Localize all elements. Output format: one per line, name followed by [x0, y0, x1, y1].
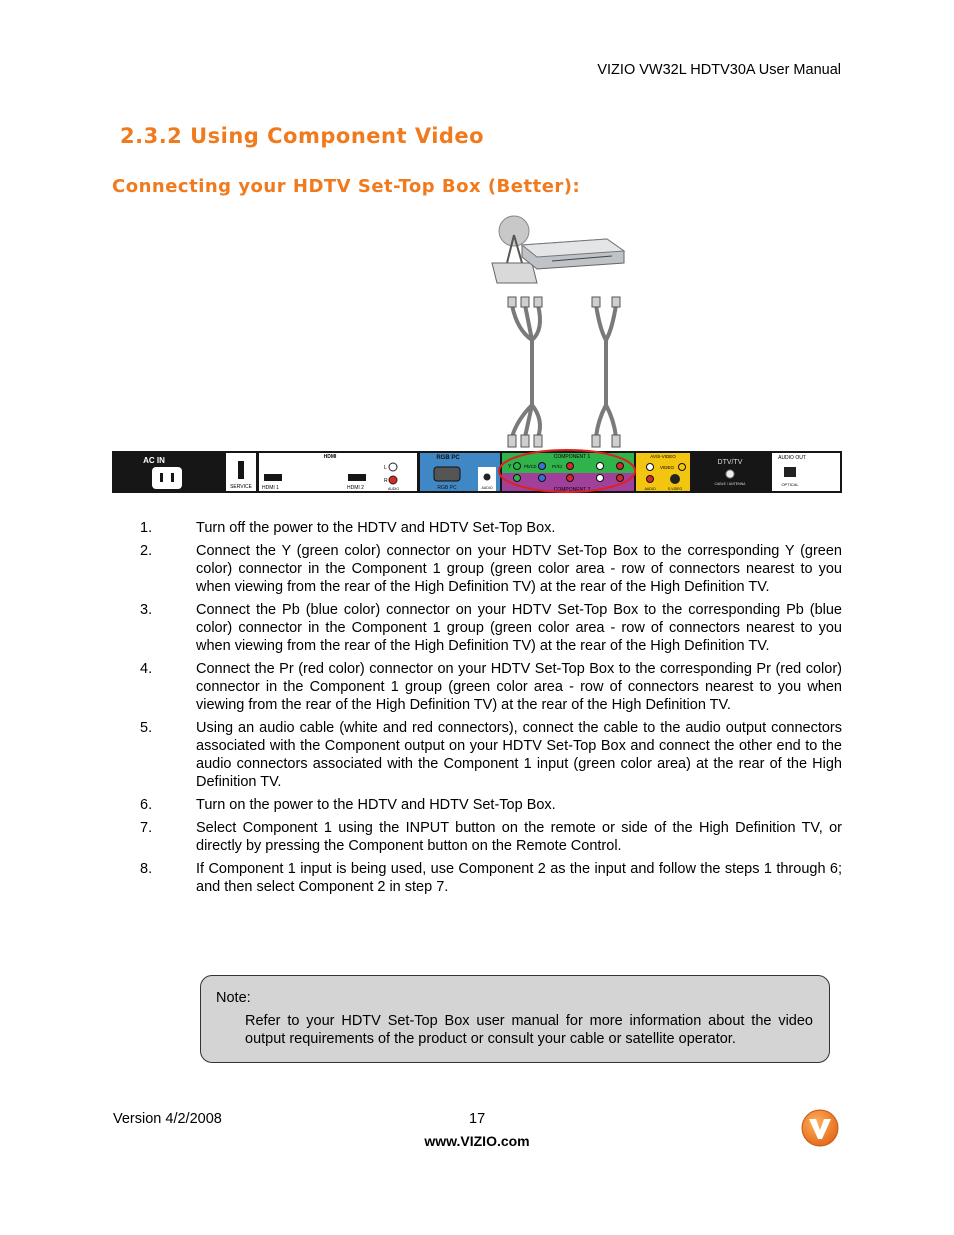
y-label: Y [508, 464, 512, 470]
step-number: 7. [140, 820, 153, 836]
hdmi2-port [348, 474, 366, 481]
step-number: 2. [140, 543, 153, 559]
step-item [140, 660, 842, 714]
footer-version: Version 4/2/2008 [113, 1111, 222, 1127]
set-top-box-illustration [492, 216, 624, 283]
step-item [140, 719, 842, 791]
hdmi-l-label: L [384, 465, 387, 471]
step-text: Connect the Pb (blue color) connector on your HDTV Set-Top Box to the corresponding Pb (blue color) connector in the Component 1 group (green color area - row of connectors nearest to you when viewing from the rear of the High Definition TV) at the rear of the High Definition TV. [196, 602, 842, 654]
rear-panel [112, 450, 842, 493]
step-number: 8. [140, 861, 153, 877]
svideo-label: S-VIDEO [667, 487, 683, 491]
step-text: Connect the Pr (red color) connector on your HDTV Set-Top Box to the corresponding Pr (red color) connector in the Component 1 group (green color area - row of connectors nearest to you when viewing from the rear of the High Definition TV) at the rear of the High Definition TV. [196, 661, 842, 713]
av-audio-label: AUDIO [644, 487, 656, 491]
hdmi-group-label: HDMI [323, 454, 337, 460]
step-number: 3. [140, 602, 153, 618]
audio-cable [596, 305, 616, 437]
vga-port [434, 467, 460, 481]
step-item [140, 860, 842, 896]
component2-label: COMPONENT 2 [553, 487, 591, 493]
rgb-audio-label: AUDIO [481, 486, 493, 490]
step-number: 6. [140, 797, 153, 813]
cable-antenna-label: CABLE / ANTENNA [714, 482, 746, 486]
step-number: 5. [140, 720, 153, 736]
av-svideo-label: AV/S-VIDEO [650, 454, 676, 459]
note-label: Note: [216, 990, 251, 1006]
page-number: 17 [469, 1111, 486, 1127]
hdmi1-label: HDMI 1 [262, 485, 279, 491]
optical-port [784, 467, 796, 477]
step-number: 4. [140, 661, 153, 677]
step-item [140, 601, 842, 655]
step-text: Connect the Y (green color) connector on your HDTV Set-Top Box to the corresponding Y (green color) connector in the Component 1 group (green color area - row of connectors nearest to you when viewing from the rear of the High Definition TV) at the rear of the High Definition TV. [196, 543, 842, 595]
hdmi2-label: HDMI 2 [347, 485, 364, 491]
optical-label: OPTICAL [781, 482, 799, 487]
hdmi-r-label: R [384, 478, 388, 484]
step-text: If Component 1 input is being used, use Component 2 as the input and follow the steps 1 through 6; and then select Component 2 in step 7. [196, 861, 842, 895]
step-item [140, 542, 842, 596]
dtv-label: DTV/TV [717, 459, 743, 466]
step-item [140, 796, 842, 814]
audio-out-label: AUDIO OUT [778, 455, 806, 461]
service-label: SERVICE [230, 484, 252, 490]
ac-socket [152, 467, 182, 489]
connection-diagram [112, 205, 842, 495]
note-box [200, 975, 830, 1063]
step-text: Turn on the power to the HDTV and HDTV Set-Top Box. [196, 797, 556, 813]
footer-url: www.VIZIO.com [424, 1133, 530, 1149]
step-text: Select Component 1 using the INPUT button on the remote or side of the High Definition TV, or directly by pressing the Component button on the Remote Control. [196, 820, 842, 854]
hdmi-audio-label: AUDIO [388, 487, 400, 491]
steps-list [140, 519, 842, 901]
rgb-pc-bottom-label: RGB PC [437, 485, 457, 491]
ac-in-label: AC IN [143, 456, 165, 465]
pr-label: Pr/Cr [552, 464, 563, 469]
pb-label: Pb/Cb [524, 464, 537, 469]
manual-title: VIZIO VW32L HDTV30A User Manual [597, 62, 841, 78]
note-text: Refer to your HDTV Set-Top Box user manual for more information about the video output requirements of the product or consult your cable or satellite operator. [245, 1013, 813, 1047]
rgb-pc-label: RGB PC [436, 455, 460, 461]
step-item [140, 819, 842, 855]
service-port [238, 461, 244, 479]
step-item [140, 519, 842, 537]
video-label: VIDEO [660, 465, 675, 470]
component-cable [512, 305, 540, 437]
section-subtitle: Connecting your HDTV Set-Top Box (Better): [112, 176, 581, 197]
vizio-logo-icon [800, 1108, 840, 1148]
component1-label: COMPONENT 1 [553, 454, 591, 460]
step-text: Turn off the power to the HDTV and HDTV Set-Top Box. [196, 520, 556, 536]
step-text: Using an audio cable (white and red connectors), connect the cable to the audio output connectors associated with the Component output on your HDTV Set-Top Box and connect the other end to the audio connectors associated with the Component 1 input (green color area) at the rear of the High Definition TV. [196, 720, 842, 790]
hdmi1-port [264, 474, 282, 481]
section-title: 2.3.2 Using Component Video [120, 124, 485, 148]
step-number: 1. [140, 520, 153, 536]
